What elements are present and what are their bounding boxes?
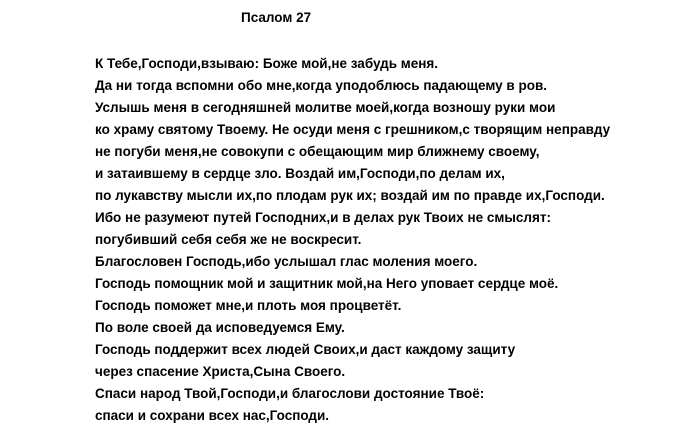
text-line: Да ни тогда вспомни обо мне,когда уподоблюсь падающему в ров.	[95, 78, 548, 93]
text-line: Услышь меня в сегодняшней молитве моей,когда вознoшу руки мои	[95, 100, 556, 115]
text-line: Господь помощник мой и защитник мой,на Него уповает сердце моё.	[95, 276, 559, 291]
text-line: через спасение Христа,Сына Своего.	[95, 364, 346, 379]
text-line: По воле своей да исповедуемся Ему.	[95, 320, 345, 335]
text-line: Благословен Господь,ибо услышал глас моления моего.	[95, 254, 478, 269]
text-line: спаси и сохрани всех нас,Господи.	[95, 408, 330, 423]
text-line: погубивший себя себя же не воскресит.	[95, 232, 362, 247]
text-line: К Тебе,Господи,взываю: Боже мой,не забудь меня.	[95, 56, 439, 71]
page-title: Псалом 27	[241, 10, 312, 25]
text-line: и затаившему в сердце зло. Воздай им,Господи,по делам их,	[95, 166, 505, 181]
text-line: Спаси народ Твой,Господи,и благослови достояние Твоё:	[95, 386, 485, 401]
text-line: по лукавству мысли их,по плодам рук их; воздай им по правде их,Господи.	[95, 188, 605, 203]
text-line: Господь поможет мне,и плоть моя процветёт.	[95, 298, 402, 313]
text-line: ко храму святому Твоему. Не осуди меня с грешником,с творящим неправду	[95, 122, 611, 137]
text-line: Ибо не разумеют путей Господних,и в делах рук Твоих не смыслят:	[95, 210, 551, 225]
text-line: не погуби меня,не совокупи с обещающим мир ближнему своему,	[95, 144, 540, 159]
psalm-text	[95, 53, 610, 427]
text-line: Господь поддержит всех людей Своих,и даст каждому защиту	[95, 342, 516, 357]
